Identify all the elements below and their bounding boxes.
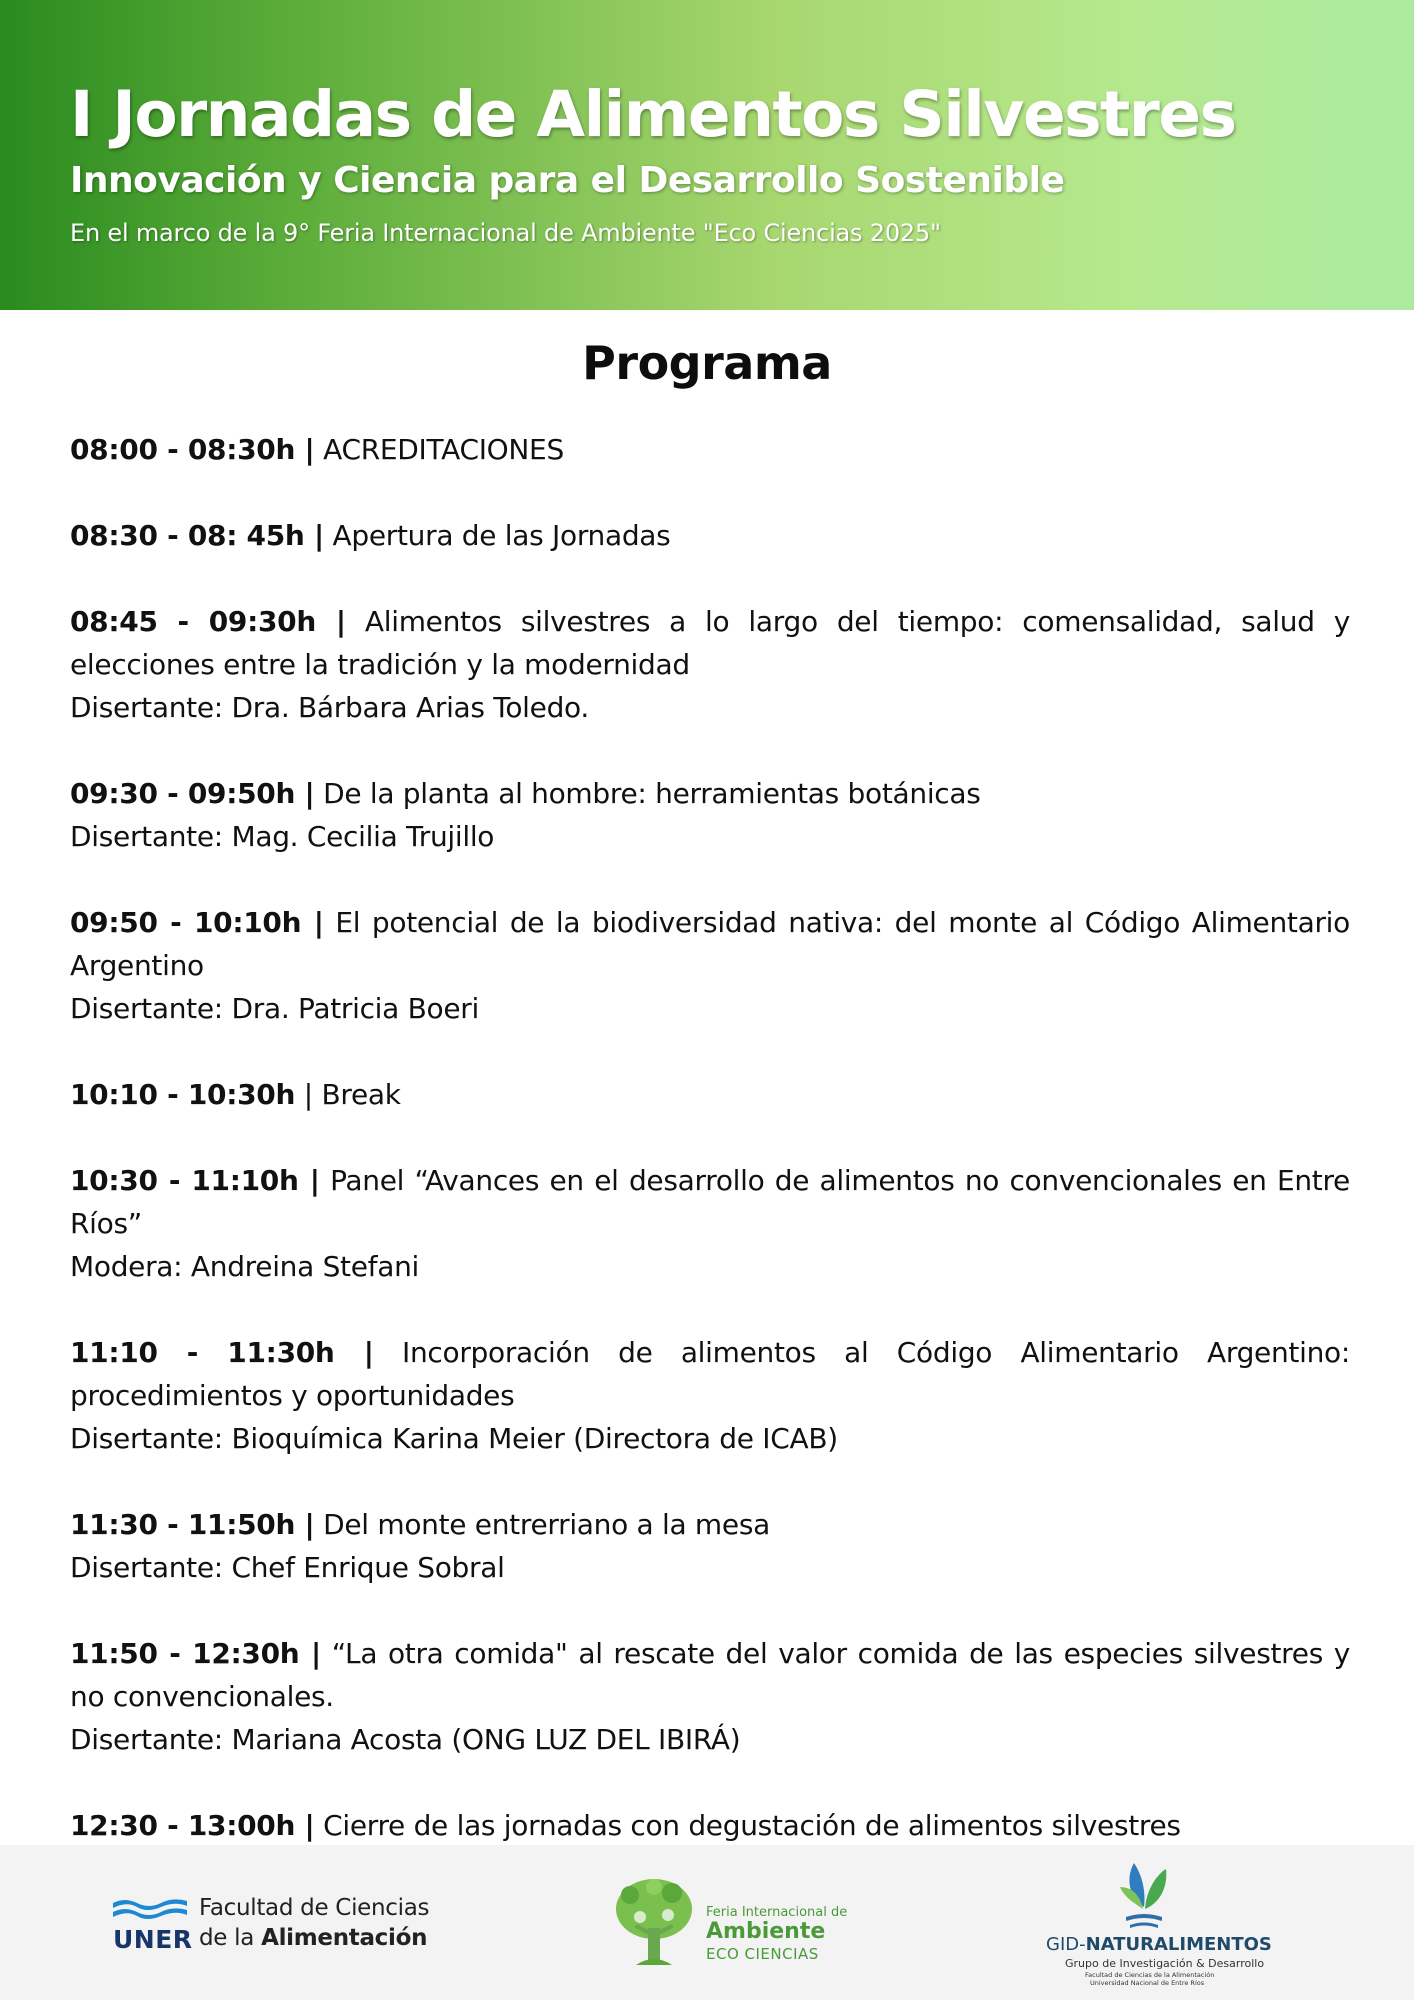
schedule-entry	[70, 1159, 1350, 1245]
session-title: Del monte entrerriano a la mesa	[314, 1508, 770, 1541]
schedule-item	[70, 772, 1350, 858]
time-slot: 09:50 - 10:10h |	[70, 906, 324, 939]
schedule-entry	[70, 1804, 1350, 1847]
feria-line3: ECO CIENCIAS	[706, 1945, 819, 1963]
schedule-entry	[70, 600, 1350, 686]
time-slot: 11:30 - 11:50h |	[70, 1508, 315, 1541]
speaker-line: Modera: Andreina Stefani	[70, 1250, 419, 1283]
feria-line1: Feria Internacional de	[706, 1905, 848, 1920]
time-slot: 10:30 - 11:10h |	[70, 1164, 320, 1197]
session-title: | Break	[295, 1078, 401, 1111]
speaker-line: Disertante: Dra. Patricia Boeri	[70, 992, 479, 1025]
schedule-item	[70, 600, 1350, 729]
event-subtitle: Innovación y Ciencia para el Desarrollo Sostenible	[70, 160, 1065, 201]
schedule-item	[70, 1159, 1350, 1288]
session-title: Panel “Avances en el desarrollo de alimentos no convencionales en Entre Ríos”	[70, 1164, 1350, 1240]
session-title: Cierre de las jornadas con degustación de alimentos silvestres	[314, 1809, 1181, 1842]
schedule-item	[70, 514, 1350, 557]
gid-naturalimentos-logo	[1040, 1857, 1272, 1992]
speaker-line: Disertante: Mag. Cecilia Trujillo	[70, 820, 495, 853]
speaker-line: Disertante: Dra. Bárbara Arias Toledo.	[70, 691, 589, 724]
header-banner	[0, 0, 1414, 310]
time-slot: 11:50 - 12:30h |	[70, 1637, 321, 1670]
feria-line2: Ambiente	[706, 1919, 826, 1944]
time-slot: 11:10 - 11:30h |	[70, 1336, 374, 1369]
uner-waves-icon	[113, 1897, 187, 1923]
uner-faculty-line2: de la Alimentación	[199, 1925, 428, 1951]
gid-line3: Facultad de Ciencias de la Alimentación	[1085, 1971, 1215, 1979]
schedule-entry	[70, 1632, 1350, 1718]
time-slot: 09:30 - 09:50h |	[70, 777, 315, 810]
time-slot: 12:30 - 13:00h |	[70, 1809, 315, 1842]
session-title: Incorporación de alimentos al Código Alimentario Argentino: procedimientos y oportunidades	[70, 1336, 1350, 1412]
speaker-line: Disertante: Chef Enrique Sobral	[70, 1551, 505, 1584]
uner-acronym: UNER	[113, 1925, 193, 1954]
schedule-item	[70, 1632, 1350, 1761]
leaves-icon	[1120, 1857, 1168, 1931]
schedule-list	[70, 428, 1350, 1890]
gid-name: GID-NATURALIMENTOS	[1046, 1934, 1272, 1955]
schedule-entry	[70, 1073, 1350, 1116]
schedule-entry	[70, 1503, 1350, 1546]
uner-logo	[113, 1895, 433, 1965]
feria-ambiente-logo	[610, 1873, 850, 1973]
schedule-item	[70, 1503, 1350, 1589]
session-title: “La otra comida" al rescate del valor comida de las especies silvestres y no convencionales.	[70, 1637, 1351, 1713]
session-title: ACREDITACIONES	[314, 433, 564, 466]
event-title: I Jornadas de Alimentos Silvestres	[70, 78, 1236, 151]
event-context: En el marco de la 9° Feria Internacional de Ambiente "Eco Ciencias 2025"	[70, 219, 941, 247]
schedule-entry	[70, 1331, 1350, 1417]
time-slot: 08:30 - 08: 45h |	[70, 519, 324, 552]
schedule-entry	[70, 514, 1350, 557]
time-slot: 08:00 - 08:30h |	[70, 433, 315, 466]
schedule-item	[70, 1804, 1350, 1847]
schedule-item	[70, 1073, 1350, 1116]
speaker-line: Disertante: Bioquímica Karina Meier (Directora de ICAB)	[70, 1422, 838, 1455]
schedule-entry	[70, 901, 1350, 987]
session-title: El potencial de la biodiversidad nativa: del monte al Código Alimentario Argentino	[70, 906, 1350, 982]
gid-line2: Grupo de Investigación & Desarrollo	[1065, 1957, 1265, 1970]
uner-faculty-line1: Facultad de Ciencias	[199, 1895, 430, 1921]
footer	[0, 1845, 1414, 2000]
time-slot: 08:45 - 09:30h |	[70, 605, 346, 638]
gid-line4: Universidad Nacional de Entre Ríos	[1090, 1979, 1205, 1987]
speaker-line: Disertante: Mariana Acosta (ONG LUZ DEL IBIRÁ)	[70, 1723, 741, 1756]
schedule-entry	[70, 428, 1350, 471]
schedule-item	[70, 901, 1350, 1030]
schedule-item	[70, 1331, 1350, 1460]
session-title: Alimentos silvestres a lo largo del tiempo: comensalidad, salud y elecciones entre la tradición y la modernidad	[70, 605, 1350, 681]
tree-icon	[610, 1873, 700, 1973]
session-title: Apertura de las Jornadas	[323, 519, 671, 552]
session-title: De la planta al hombre: herramientas botánicas	[314, 777, 981, 810]
time-slot: 10:10 - 10:30h	[70, 1078, 296, 1111]
schedule-entry	[70, 772, 1350, 815]
program-title: Programa	[582, 336, 832, 390]
schedule-item	[70, 428, 1350, 471]
